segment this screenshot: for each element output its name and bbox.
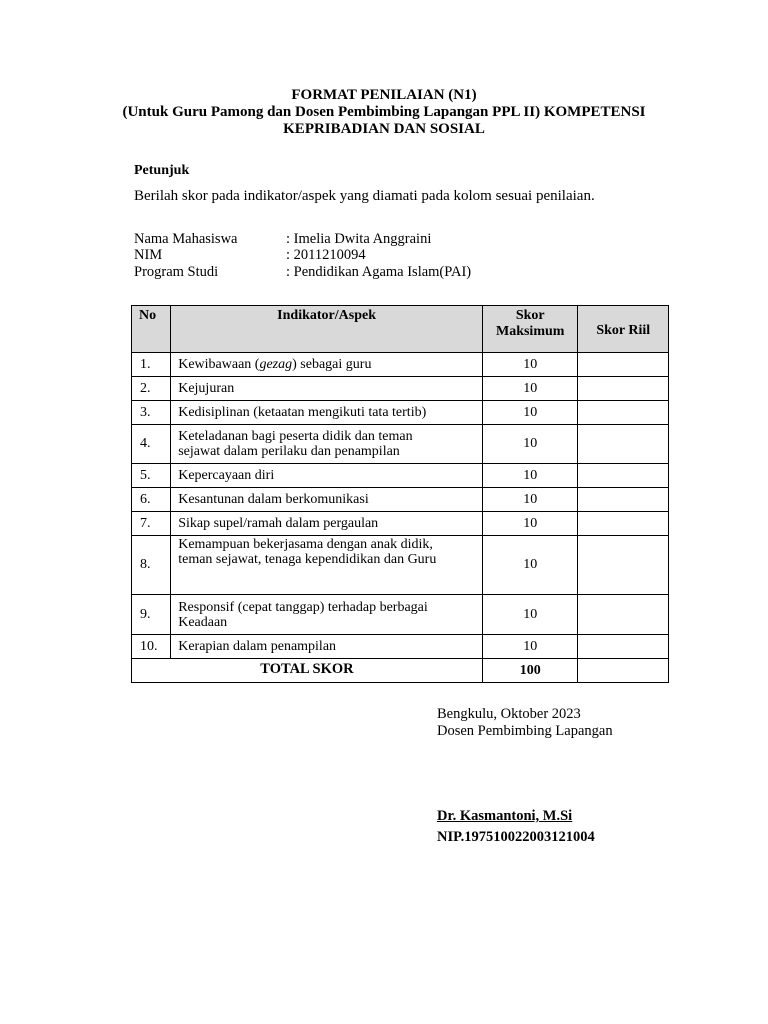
- row-no: 7.: [132, 512, 171, 536]
- form-title: FORMAT PENILAIAN (N1): [291, 87, 477, 103]
- table-row: [132, 401, 669, 425]
- signature-place-date: Bengkulu, Oktober 2023: [437, 706, 581, 722]
- row-real-score[interactable]: [578, 536, 669, 595]
- row-no: 2.: [132, 377, 171, 401]
- row-indicator-line1: Keteladanan bagi peserta didik dan teman: [178, 429, 413, 444]
- row-indicator-italic: gezag: [259, 357, 293, 372]
- row-real-score[interactable]: [578, 401, 669, 425]
- row-indicator-line1: Responsif (cepat tanggap) terhadap berbagai: [178, 599, 428, 615]
- total-label: TOTAL SKOR: [132, 659, 483, 683]
- instructions-text: Berilah skor pada indikator/aspek yang diamati pada kolom sesuai penilaian.: [134, 188, 595, 204]
- table-row: [132, 512, 669, 536]
- row-indicator: [171, 595, 483, 635]
- row-no: 9.: [132, 595, 171, 635]
- row-real-score[interactable]: [578, 512, 669, 536]
- student-name-value: : Imelia Dwita Anggraini: [286, 231, 432, 247]
- row-no: 8.: [132, 536, 171, 595]
- table-row: [132, 635, 669, 659]
- student-nim-label: NIM: [134, 247, 163, 263]
- header-indicator: Indikator/Aspek: [171, 306, 483, 353]
- row-indicator: Kejujuran: [171, 377, 483, 401]
- table-row: [132, 595, 669, 635]
- header-max-line1: Skor: [515, 308, 545, 323]
- student-nim-value: : 2011210094: [286, 247, 366, 263]
- row-no: 5.: [132, 464, 171, 488]
- table-row: [132, 425, 669, 464]
- student-nim-row: [134, 247, 366, 263]
- row-max-score: 10: [482, 635, 578, 659]
- row-max-score: 10: [482, 488, 578, 512]
- row-real-score[interactable]: [578, 635, 669, 659]
- row-indicator-line2: teman sejawat, tenaga kependidikan dan Guru: [178, 552, 437, 567]
- table-header-row: [132, 306, 669, 353]
- row-real-score[interactable]: [578, 488, 669, 512]
- row-indicator: Sikap supel/ramah dalam pergaulan: [171, 512, 483, 536]
- row-indicator-line2: Keadaan: [178, 614, 228, 630]
- row-indicator: Kepercayaan diri: [171, 464, 483, 488]
- header-no: No: [132, 306, 171, 353]
- row-no: 1.: [132, 353, 171, 377]
- student-program-row: [134, 264, 471, 280]
- table-row: [132, 536, 669, 595]
- student-name-label: Nama Mahasiswa: [134, 231, 238, 247]
- table-row: [132, 377, 669, 401]
- row-indicator: Kerapian dalam penampilan: [171, 635, 483, 659]
- table-total-row: [132, 659, 669, 683]
- row-no: 3.: [132, 401, 171, 425]
- row-real-score[interactable]: [578, 425, 669, 464]
- row-real-score[interactable]: [578, 595, 669, 635]
- row-indicator: [171, 536, 483, 595]
- header-real-score: Skor Riil: [578, 306, 669, 353]
- row-indicator: Kesantunan dalam berkomunikasi: [171, 488, 483, 512]
- row-indicator-text: ) sebagai guru: [292, 357, 372, 372]
- row-max-score: 10: [482, 425, 578, 464]
- header-max-line2: Maksimum: [495, 324, 565, 339]
- assessment-table: [131, 305, 669, 683]
- student-program-label: Program Studi: [134, 264, 219, 280]
- row-real-score[interactable]: [578, 377, 669, 401]
- row-max-score: 10: [482, 401, 578, 425]
- instructions-heading: Petunjuk: [134, 163, 190, 178]
- row-indicator: [171, 353, 483, 377]
- signature-name: Dr. Kasmantoni, M.Si: [437, 808, 573, 824]
- student-name-row: [134, 231, 431, 247]
- total-real-score[interactable]: [578, 659, 669, 683]
- row-max-score: 10: [482, 595, 578, 635]
- row-indicator-line2: sejawat dalam perilaku dan penampilan: [178, 444, 400, 459]
- table-row: [132, 488, 669, 512]
- row-max-score: 10: [482, 464, 578, 488]
- row-real-score[interactable]: [578, 464, 669, 488]
- signature-nip: NIP.197510022003121004: [437, 829, 595, 845]
- student-program-value: : Pendidikan Agama Islam(PAI): [286, 264, 472, 280]
- row-max-score: 10: [482, 536, 578, 595]
- row-indicator-line1: Kemampuan bekerjasama dengan anak didik,: [178, 537, 433, 552]
- row-max-score: 10: [482, 512, 578, 536]
- form-subtitle-line1: (Untuk Guru Pamong dan Dosen Pembimbing Lapangan PPL II) KOMPETENSI: [122, 104, 646, 120]
- row-no: 6.: [132, 488, 171, 512]
- row-indicator: [171, 425, 483, 464]
- header-max-score: [482, 306, 578, 353]
- table-row: [132, 464, 669, 488]
- form-subtitle-line2: KEPRIBADIAN DAN SOSIAL: [283, 121, 485, 137]
- row-max-score: 10: [482, 377, 578, 401]
- table-row: [132, 353, 669, 377]
- row-real-score[interactable]: [578, 353, 669, 377]
- row-no: 10.: [132, 635, 171, 659]
- row-no: 4.: [132, 425, 171, 464]
- row-indicator: Kedisiplinan (ketaatan mengikuti tata tertib): [171, 401, 483, 425]
- row-indicator-text: Kewibawaan (: [178, 357, 260, 372]
- total-max-score: 100: [482, 659, 578, 683]
- row-max-score: 10: [482, 353, 578, 377]
- signature-role: Dosen Pembimbing Lapangan: [437, 723, 613, 739]
